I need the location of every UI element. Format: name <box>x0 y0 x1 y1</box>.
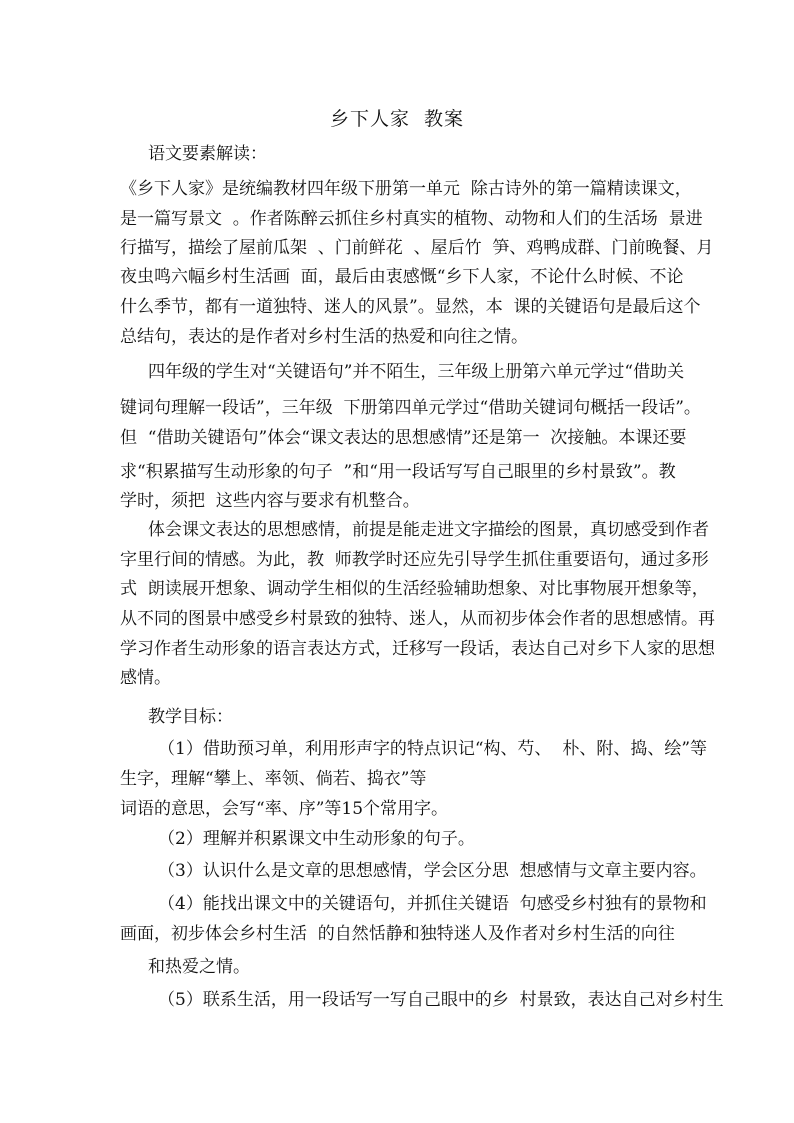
paragraph-line: 行描写，描绘了屋前瓜架 、门前鲜花 、屋后竹 笋、鸡鸭成群、门前晚餐、月 <box>120 238 714 258</box>
paragraph-line: 感情。 <box>120 668 171 688</box>
goal-item-4: （4）能找出课文中的关键语句，并抓住关键语 句感受乡村独有的景物和 <box>158 894 707 914</box>
paragraph-line: 求“积累描写生动形象的句子 ”和“用一段话写写自己眼里的乡村景致”。教 <box>120 462 676 482</box>
paragraph-line: 但 “借助关键语句”体会“课文表达的思想感情”还是第一 次接触。本课还要 <box>120 428 687 448</box>
goal-item-1: （1）借助预习单，利用形声字的特点识记“构、芍、 朴、附、捣、绘”等 <box>158 739 708 759</box>
paragraph-line: 体会课文表达的思想感情，前提是能走进文字描绘的图景，真切感受到作者 <box>148 520 709 540</box>
paragraph-line: 字里行间的情感。为此，教 师教学时还应先引导学生抓住重要语句，通过多形 <box>120 550 709 570</box>
goal-item-2: （2）理解并积累课文中生动形象的句子。 <box>158 829 475 849</box>
paragraph-line: 键词句理解一段话”，三年级 下册第四单元学过“借助关键词句概括一段话”。 <box>120 398 701 418</box>
paragraph-line: 总结句，表达的是作者对乡村生活的热爱和向往之情。 <box>120 327 528 347</box>
paragraph-line: 从不同的图景中感受乡村景致的独特、迷人，从而初步体会作者的思想感情。再 <box>120 609 715 629</box>
goal-item-5: （5）联系生活，用一段话写一写自己眼中的乡 村景致，表达自己对乡村生 <box>158 990 724 1010</box>
goal-item-4-cont: 画面，初步体会乡村生活 的自然恬静和独特迷人及作者对乡村生活的向往 <box>120 924 675 944</box>
section-heading-language-elements: 语文要素解读： <box>148 144 267 164</box>
paragraph-line: 什么季节，都有一道独特、迷人的风景”。显然，本 课的关键语句是最后这个 <box>120 297 701 317</box>
goal-item-1-cont: 生字，理解“攀上、率领、倘若、捣衣”等 <box>120 769 427 789</box>
goal-item-1-cont: 词语的意思，会写“率、序”等15个常用字。 <box>120 799 449 819</box>
paragraph-line: 四年级的学生对“关键语句”并不陌生，三年级上册第六单元学过“借助关 <box>148 362 685 382</box>
paragraph-line: 《乡下人家》是统编教材四年级下册第一单元 除古诗外的第一篇精读课文， <box>120 179 692 199</box>
paragraph-line: 式 朗读展开想象、调动学生相似的生活经验辅助想象、对比事物展开想象等， <box>120 579 709 599</box>
section-heading-teaching-goals: 教学目标： <box>148 707 233 727</box>
goal-item-4-cont: 和热爱之情。 <box>148 957 250 977</box>
paragraph-line: 夜虫鸣六幅乡村生活画 面，最后由衷感慨“乡下人家，不论什么时候、不论 <box>120 267 684 287</box>
paragraph-line: 学习作者生动形象的语言表达方式，迁移写一段话，表达自己对乡下人家的思想 <box>120 639 715 659</box>
goal-item-3: （3）认识什么是文章的思想感情，学会区分思 想感情与文章主要内容。 <box>158 861 707 881</box>
paragraph-line: 是一篇写景文 。作者陈醉云抓住乡村真实的植物、动物和人们的生活场 景进 <box>120 209 703 229</box>
document-title: 乡下人家 教案 <box>329 108 465 130</box>
paragraph-line: 学时，须把 这些内容与要求有机整合。 <box>120 491 420 511</box>
